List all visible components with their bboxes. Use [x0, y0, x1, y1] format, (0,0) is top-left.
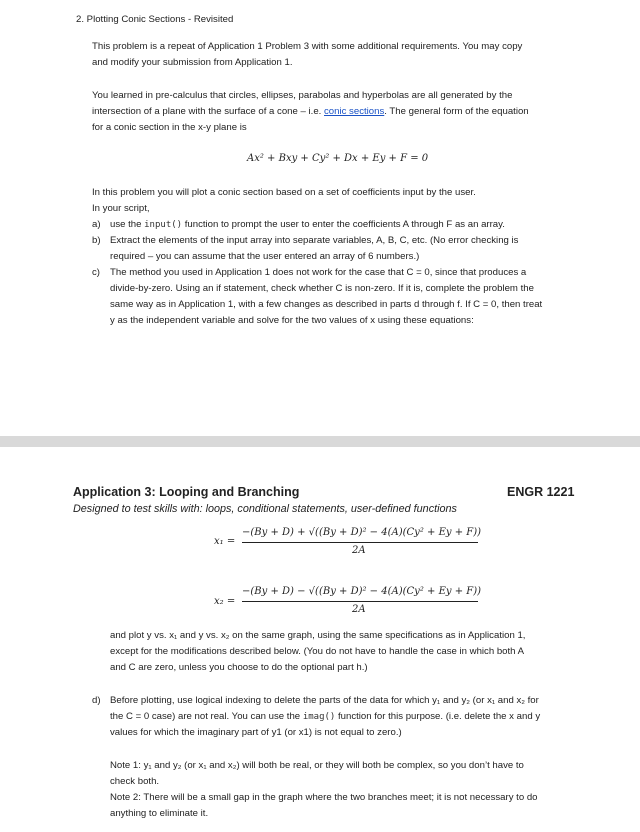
document-page-2 [0, 447, 640, 832]
item-c-line-4: y as the independent variable and solve for the two values of x using these equations: [110, 315, 474, 326]
x1-fraction [242, 527, 492, 563]
x2-denominator: 2A [352, 604, 366, 615]
x2-label: x₂ = [214, 596, 236, 607]
item-c-label: c) [92, 267, 100, 278]
application-title: Application 3: Looping and Branching [73, 485, 300, 499]
para2-line-1: You learned in pre-calculus that circles, ellipses, parabolas and hyperbolas are all generated by the [92, 90, 513, 101]
para2-line-3: for a conic section in the x-y plane is [92, 122, 247, 133]
after-eq-line-2: except for the modifications described below. (You do not have to handle the case in which both A [110, 646, 525, 657]
x1-fraction-bar [242, 542, 478, 543]
intro-line-2: and modify your submission from Application 1. [92, 57, 293, 68]
para3-line-2: In your script, [92, 203, 150, 214]
x1-denominator: 2A [352, 545, 366, 556]
problem-heading: 2. Plotting Conic Sections - Revisited [76, 14, 234, 25]
after-eq-line-1: and plot y vs. x₁ and y vs. x₂ on the same graph, using the same specifications as in Application 1, [110, 630, 526, 641]
conic-sections-link[interactable]: conic sections [324, 106, 385, 117]
note2-line-1: Note 2: There will be a small gap in the graph where the two branches meet; it is not necessary to do [110, 792, 538, 803]
para2-line-2-end: . The general form of the equation [384, 106, 529, 117]
x1-numerator: −(By + D) + √((By + D)² − 4(A)(Cy² + Ey + F)) [242, 527, 482, 538]
item-b-label: b) [92, 235, 101, 246]
item-a-pre: use the [110, 219, 145, 230]
item-d-line-2 [110, 709, 540, 725]
note2-line-2: anything to eliminate it. [110, 808, 209, 819]
item-d-line-2-post: function for this purpose. (i.e. delete the x and y [335, 711, 541, 722]
input-function-code: input() [144, 220, 183, 230]
application-subtitle: Designed to test skills with: loops, conditional statements, user-defined functions [73, 503, 457, 515]
item-b-line-1: Extract the elements of the input array into separate variables, A, B, C, etc. (No error checking is [110, 235, 519, 246]
item-d-line-2-pre: the C = 0 case) are not real. You can use the [110, 711, 303, 722]
para2-line-2-start: intersection of a plane with the surface of a cone – i.e. [92, 106, 324, 117]
course-code: ENGR 1221 [507, 485, 575, 499]
x2-numerator: −(By + D) − √((By + D)² − 4(A)(Cy² + Ey + F)) [242, 586, 482, 597]
note1-line-2: check both. [110, 776, 160, 787]
item-d-line-1: Before plotting, use logical indexing to delete the parts of the data for which y₁ and y₂ (or x₁ and x₂ for [110, 695, 539, 706]
para2-line-2 [92, 104, 529, 120]
item-c-line-3: same way as in Application 1, with a few changes as described in parts d through f. If C = 0, then treat [110, 299, 543, 310]
item-d-label: d) [92, 695, 101, 706]
item-a-text [110, 217, 505, 233]
x2-fraction-bar [242, 601, 478, 602]
item-d-line-3: values for which the imaginary part of y1 (or x1) is not equal to zero.) [110, 727, 402, 738]
item-a-label: a) [92, 219, 101, 230]
x2-fraction [242, 586, 492, 622]
item-c-line-2: divide-by-zero. Using an if statement, check whether C is non-zero. If it is, complete the problem the [110, 283, 534, 294]
x1-label: x₁ = [214, 536, 236, 547]
after-eq-line-3: and C are zero, unless you choose to do the optional part h.) [110, 662, 368, 673]
para3-line-1: In this problem you will plot a conic section based on a set of coefficients input by the user. [92, 187, 476, 198]
item-a-post: function to prompt the user to enter the coefficients A through F as an array. [182, 219, 505, 230]
general-conic-equation: Ax² + Bxy + Cy² + Dx + Ey + F = 0 [247, 153, 429, 164]
item-c-line-1: The method you used in Application 1 does not work for the case that C = 0, since that produces a [110, 267, 527, 278]
intro-line-1: This problem is a repeat of Application 1 Problem 3 with some additional requirements. You may copy [92, 41, 523, 52]
note1-line-1: Note 1: y₁ and y₂ (or x₁ and x₂) will both be real, or they will both be complex, so you don’t have to [110, 760, 524, 771]
item-b-line-2: required – you can assume that the user entered an array of 6 numbers.) [110, 251, 420, 262]
imag-function-code: imag() [302, 712, 336, 722]
